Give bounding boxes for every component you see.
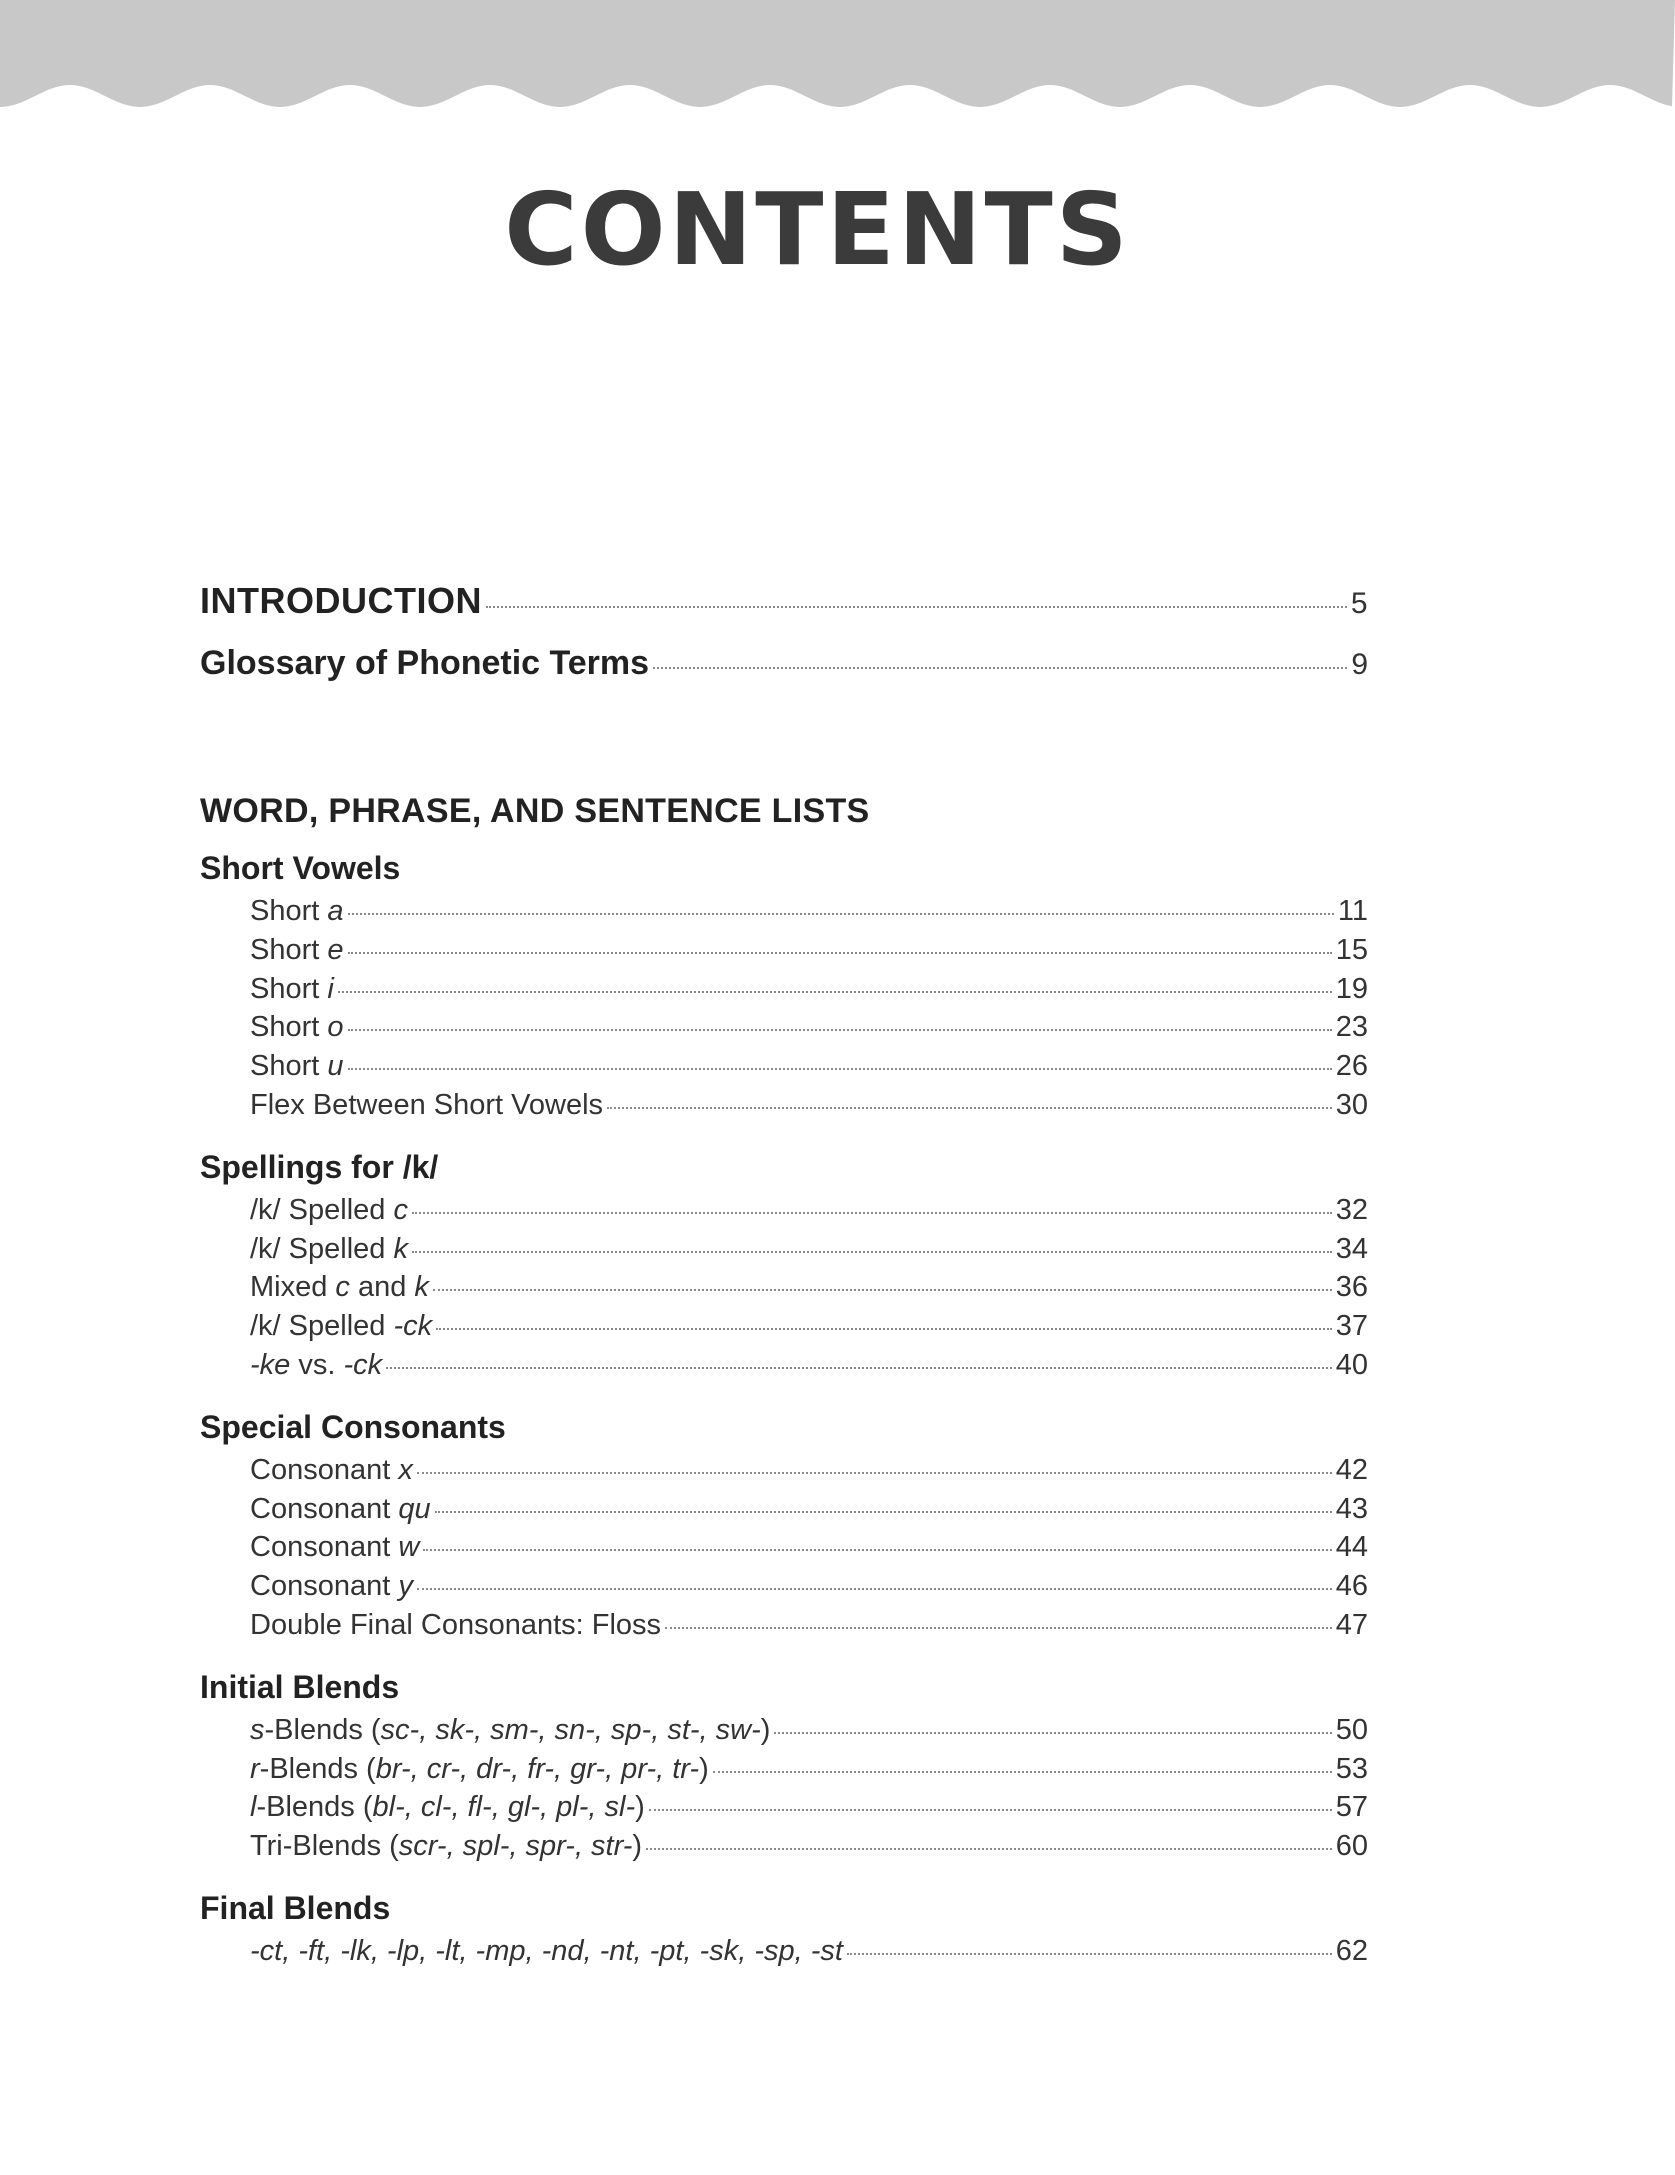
italic-text: scr-, spl-, spr-, str- xyxy=(398,1830,633,1863)
toc-entry-label xyxy=(250,1451,413,1490)
toc-page-number: 9 xyxy=(1351,648,1368,681)
dot-leader xyxy=(649,1809,1332,1811)
toc-entry-label xyxy=(250,1086,603,1125)
label-text: Consonant xyxy=(250,1570,399,1603)
dot-leader xyxy=(433,1289,1332,1291)
italic-text: -ck xyxy=(343,1348,383,1381)
toc-section xyxy=(200,844,1368,1125)
toc-entry[interactable] xyxy=(200,1711,1368,1750)
dot-leader xyxy=(713,1771,1332,1773)
label-text: vs. xyxy=(290,1348,344,1381)
toc-page-number: 53 xyxy=(1335,1752,1368,1785)
toc-page-number: 30 xyxy=(1335,1088,1368,1121)
toc-entry-label xyxy=(250,1827,642,1866)
label-text: ) xyxy=(760,1713,771,1746)
dot-leader xyxy=(486,606,1347,608)
italic-text: u xyxy=(327,1050,344,1083)
toc-entry[interactable] xyxy=(200,1047,1368,1086)
dot-leader xyxy=(417,1588,1332,1590)
toc-entry[interactable] xyxy=(200,1750,1368,1789)
toc-entry[interactable] xyxy=(200,1307,1368,1346)
toc-page-number: 42 xyxy=(1335,1453,1368,1486)
toc-entry[interactable] xyxy=(200,1932,1368,1971)
decorative-wave-header xyxy=(0,0,1675,125)
toc-entry[interactable] xyxy=(200,1606,1368,1645)
toc-entry[interactable] xyxy=(200,1086,1368,1125)
part-heading: WORD, PHRASE, AND SENTENCE LISTS xyxy=(200,792,870,830)
dot-leader xyxy=(348,913,1334,915)
toc-entry-label xyxy=(250,1191,408,1230)
toc-page-number: 62 xyxy=(1335,1934,1368,1967)
toc-entry-label xyxy=(250,1230,408,1269)
dot-leader xyxy=(348,1029,1332,1031)
toc-page-number: 47 xyxy=(1335,1608,1368,1641)
label-text: /k/ Spelled xyxy=(250,1310,394,1343)
label-text: -Blends ( xyxy=(256,1791,373,1824)
label-text: Short xyxy=(250,972,328,1005)
toc-entry[interactable] xyxy=(200,970,1368,1009)
italic-text: sc-, sk-, sm-, sn-, sp-, st-, sw- xyxy=(380,1713,761,1746)
italic-text: i xyxy=(327,972,334,1005)
toc-page-number: 37 xyxy=(1335,1310,1368,1343)
label-text: /k/ Spelled xyxy=(250,1193,394,1226)
dot-leader xyxy=(417,1472,1332,1474)
toc-entry-label xyxy=(250,1528,419,1567)
italic-text: l xyxy=(250,1791,257,1824)
toc-page-number: 34 xyxy=(1335,1232,1368,1265)
toc-entry[interactable] xyxy=(200,1528,1368,1567)
toc-entry[interactable] xyxy=(200,892,1368,931)
toc-entry-label: Glossary of Phonetic Terms xyxy=(200,644,650,682)
label-text: -Blends ( xyxy=(264,1713,381,1746)
dot-leader xyxy=(348,1068,1332,1070)
toc-entry-label xyxy=(250,1268,429,1307)
toc-page-number: 11 xyxy=(1337,895,1368,927)
toc-entry-label xyxy=(250,970,334,1009)
italic-text: y xyxy=(398,1570,413,1603)
section-heading: Special Consonants xyxy=(200,1408,506,1445)
toc-section xyxy=(200,1663,1368,1866)
italic-text: a xyxy=(327,895,344,927)
italic-text: bl-, cl-, fl-, gl-, pl-, sl- xyxy=(372,1791,636,1824)
toc-page-number: 40 xyxy=(1335,1348,1368,1381)
toc-entry[interactable] xyxy=(200,1451,1368,1490)
dot-leader xyxy=(847,1953,1332,1955)
toc-entry-label xyxy=(250,1750,709,1789)
toc-page-number: 60 xyxy=(1335,1830,1368,1863)
label-text: ) xyxy=(635,1791,645,1824)
toc-page-number: 23 xyxy=(1335,1011,1368,1044)
italic-text: e xyxy=(327,933,344,966)
toc-entry-label xyxy=(250,1307,432,1346)
italic-text: r xyxy=(250,1752,260,1785)
toc-entry-label xyxy=(250,1008,344,1047)
toc-entry-glossary[interactable] xyxy=(200,644,1368,708)
table-of-contents xyxy=(200,580,1368,1989)
dot-leader xyxy=(423,1549,1331,1551)
italic-text: -ke xyxy=(250,1348,291,1381)
italic-text: w xyxy=(398,1531,420,1564)
dot-leader xyxy=(665,1627,1332,1629)
italic-text: -ct, -ft, -lk, -lp, -lt, -mp, -nd, -nt, -pt, -sk, -sp, -st xyxy=(250,1934,843,1967)
section-heading: Initial Blends xyxy=(200,1668,400,1705)
label-text: /k/ Spelled xyxy=(250,1232,394,1265)
toc-entry-label xyxy=(250,1346,382,1385)
toc-page-number: 5 xyxy=(1350,587,1368,620)
italic-text: o xyxy=(327,1011,344,1044)
label-text: Double Final Consonants: Floss xyxy=(250,1608,662,1641)
toc-page-number: 19 xyxy=(1335,972,1368,1005)
toc-entry[interactable] xyxy=(200,1230,1368,1269)
italic-text: c xyxy=(393,1193,408,1226)
toc-entry-label xyxy=(250,1932,843,1971)
italic-text: k xyxy=(393,1232,408,1265)
label-text: Tri-Blends ( xyxy=(250,1830,399,1863)
dot-leader xyxy=(338,991,1332,993)
toc-page-number: 46 xyxy=(1335,1570,1368,1603)
toc-section xyxy=(200,1403,1368,1645)
italic-text: qu xyxy=(398,1492,431,1525)
dot-leader xyxy=(348,952,1332,954)
toc-entry[interactable] xyxy=(200,1191,1368,1230)
section-heading: Final Blends xyxy=(200,1889,391,1926)
label-text: and xyxy=(349,1271,415,1304)
toc-page-number: 50 xyxy=(1335,1713,1368,1746)
dot-leader xyxy=(646,1848,1332,1850)
toc-entry[interactable] xyxy=(200,1827,1368,1866)
toc-entry-label xyxy=(250,1047,344,1086)
toc-entry-label xyxy=(250,1711,770,1750)
italic-text: c xyxy=(335,1271,350,1304)
toc-entry[interactable] xyxy=(200,931,1368,970)
italic-text: x xyxy=(398,1453,413,1486)
section-heading: Short Vowels xyxy=(200,850,401,886)
toc-entry-label xyxy=(250,1788,645,1827)
italic-text: br-, cr-, dr-, fr-, gr-, pr-, tr- xyxy=(375,1752,700,1785)
label-text: Short xyxy=(250,933,328,966)
dot-leader xyxy=(412,1212,1332,1214)
toc-entry[interactable] xyxy=(200,1567,1368,1606)
dot-leader xyxy=(653,667,1347,669)
toc-entry[interactable] xyxy=(200,1490,1368,1529)
toc-entry[interactable] xyxy=(200,1788,1368,1827)
label-text: ) xyxy=(699,1752,709,1785)
toc-section xyxy=(200,1884,1368,1971)
label-text: ) xyxy=(632,1830,643,1863)
label-text: Consonant xyxy=(250,1531,399,1564)
toc-entry-introduction[interactable] xyxy=(200,580,1368,644)
toc-page-number: 36 xyxy=(1335,1271,1368,1304)
dot-leader xyxy=(774,1732,1331,1734)
italic-text: k xyxy=(414,1271,429,1304)
label-text: Consonant xyxy=(250,1453,399,1486)
toc-entry-label xyxy=(250,1490,431,1529)
section-heading: Spellings for /k/ xyxy=(200,1148,439,1185)
label-text: Short xyxy=(250,1011,328,1044)
label-text: Mixed xyxy=(250,1271,336,1304)
dot-leader xyxy=(412,1251,1332,1253)
toc-entry[interactable] xyxy=(200,1008,1368,1047)
toc-page-number: 43 xyxy=(1335,1492,1368,1525)
toc-page-number: 32 xyxy=(1335,1193,1368,1226)
label-text: Short xyxy=(250,1050,328,1083)
toc-page-number: 15 xyxy=(1335,933,1368,966)
label-text: Short xyxy=(250,895,328,927)
label-text: -Blends ( xyxy=(259,1752,376,1785)
toc-sections xyxy=(200,844,1368,1971)
page-title: CONTENTS xyxy=(504,171,1131,288)
toc-page-number: 44 xyxy=(1335,1531,1368,1564)
label-text: Flex Between Short Vowels xyxy=(250,1088,604,1121)
toc-entry[interactable] xyxy=(200,1268,1368,1307)
toc-entry-label xyxy=(250,892,344,931)
toc-entry-label: INTRODUCTION xyxy=(200,580,482,621)
toc-entry-label xyxy=(250,1606,661,1645)
toc-entry-label xyxy=(250,1567,413,1606)
toc-page-number: 57 xyxy=(1335,1791,1368,1824)
dot-leader xyxy=(436,1328,1332,1330)
toc-page-number: 26 xyxy=(1335,1050,1368,1083)
label-text: Consonant xyxy=(250,1492,399,1525)
toc-section xyxy=(200,1143,1368,1385)
toc-entry[interactable] xyxy=(200,1346,1368,1385)
italic-text: s xyxy=(250,1713,265,1746)
toc-entry-label xyxy=(250,931,344,970)
italic-text: -ck xyxy=(393,1310,433,1343)
dot-leader xyxy=(386,1367,1332,1369)
dot-leader xyxy=(435,1511,1332,1513)
dot-leader xyxy=(607,1107,1332,1109)
